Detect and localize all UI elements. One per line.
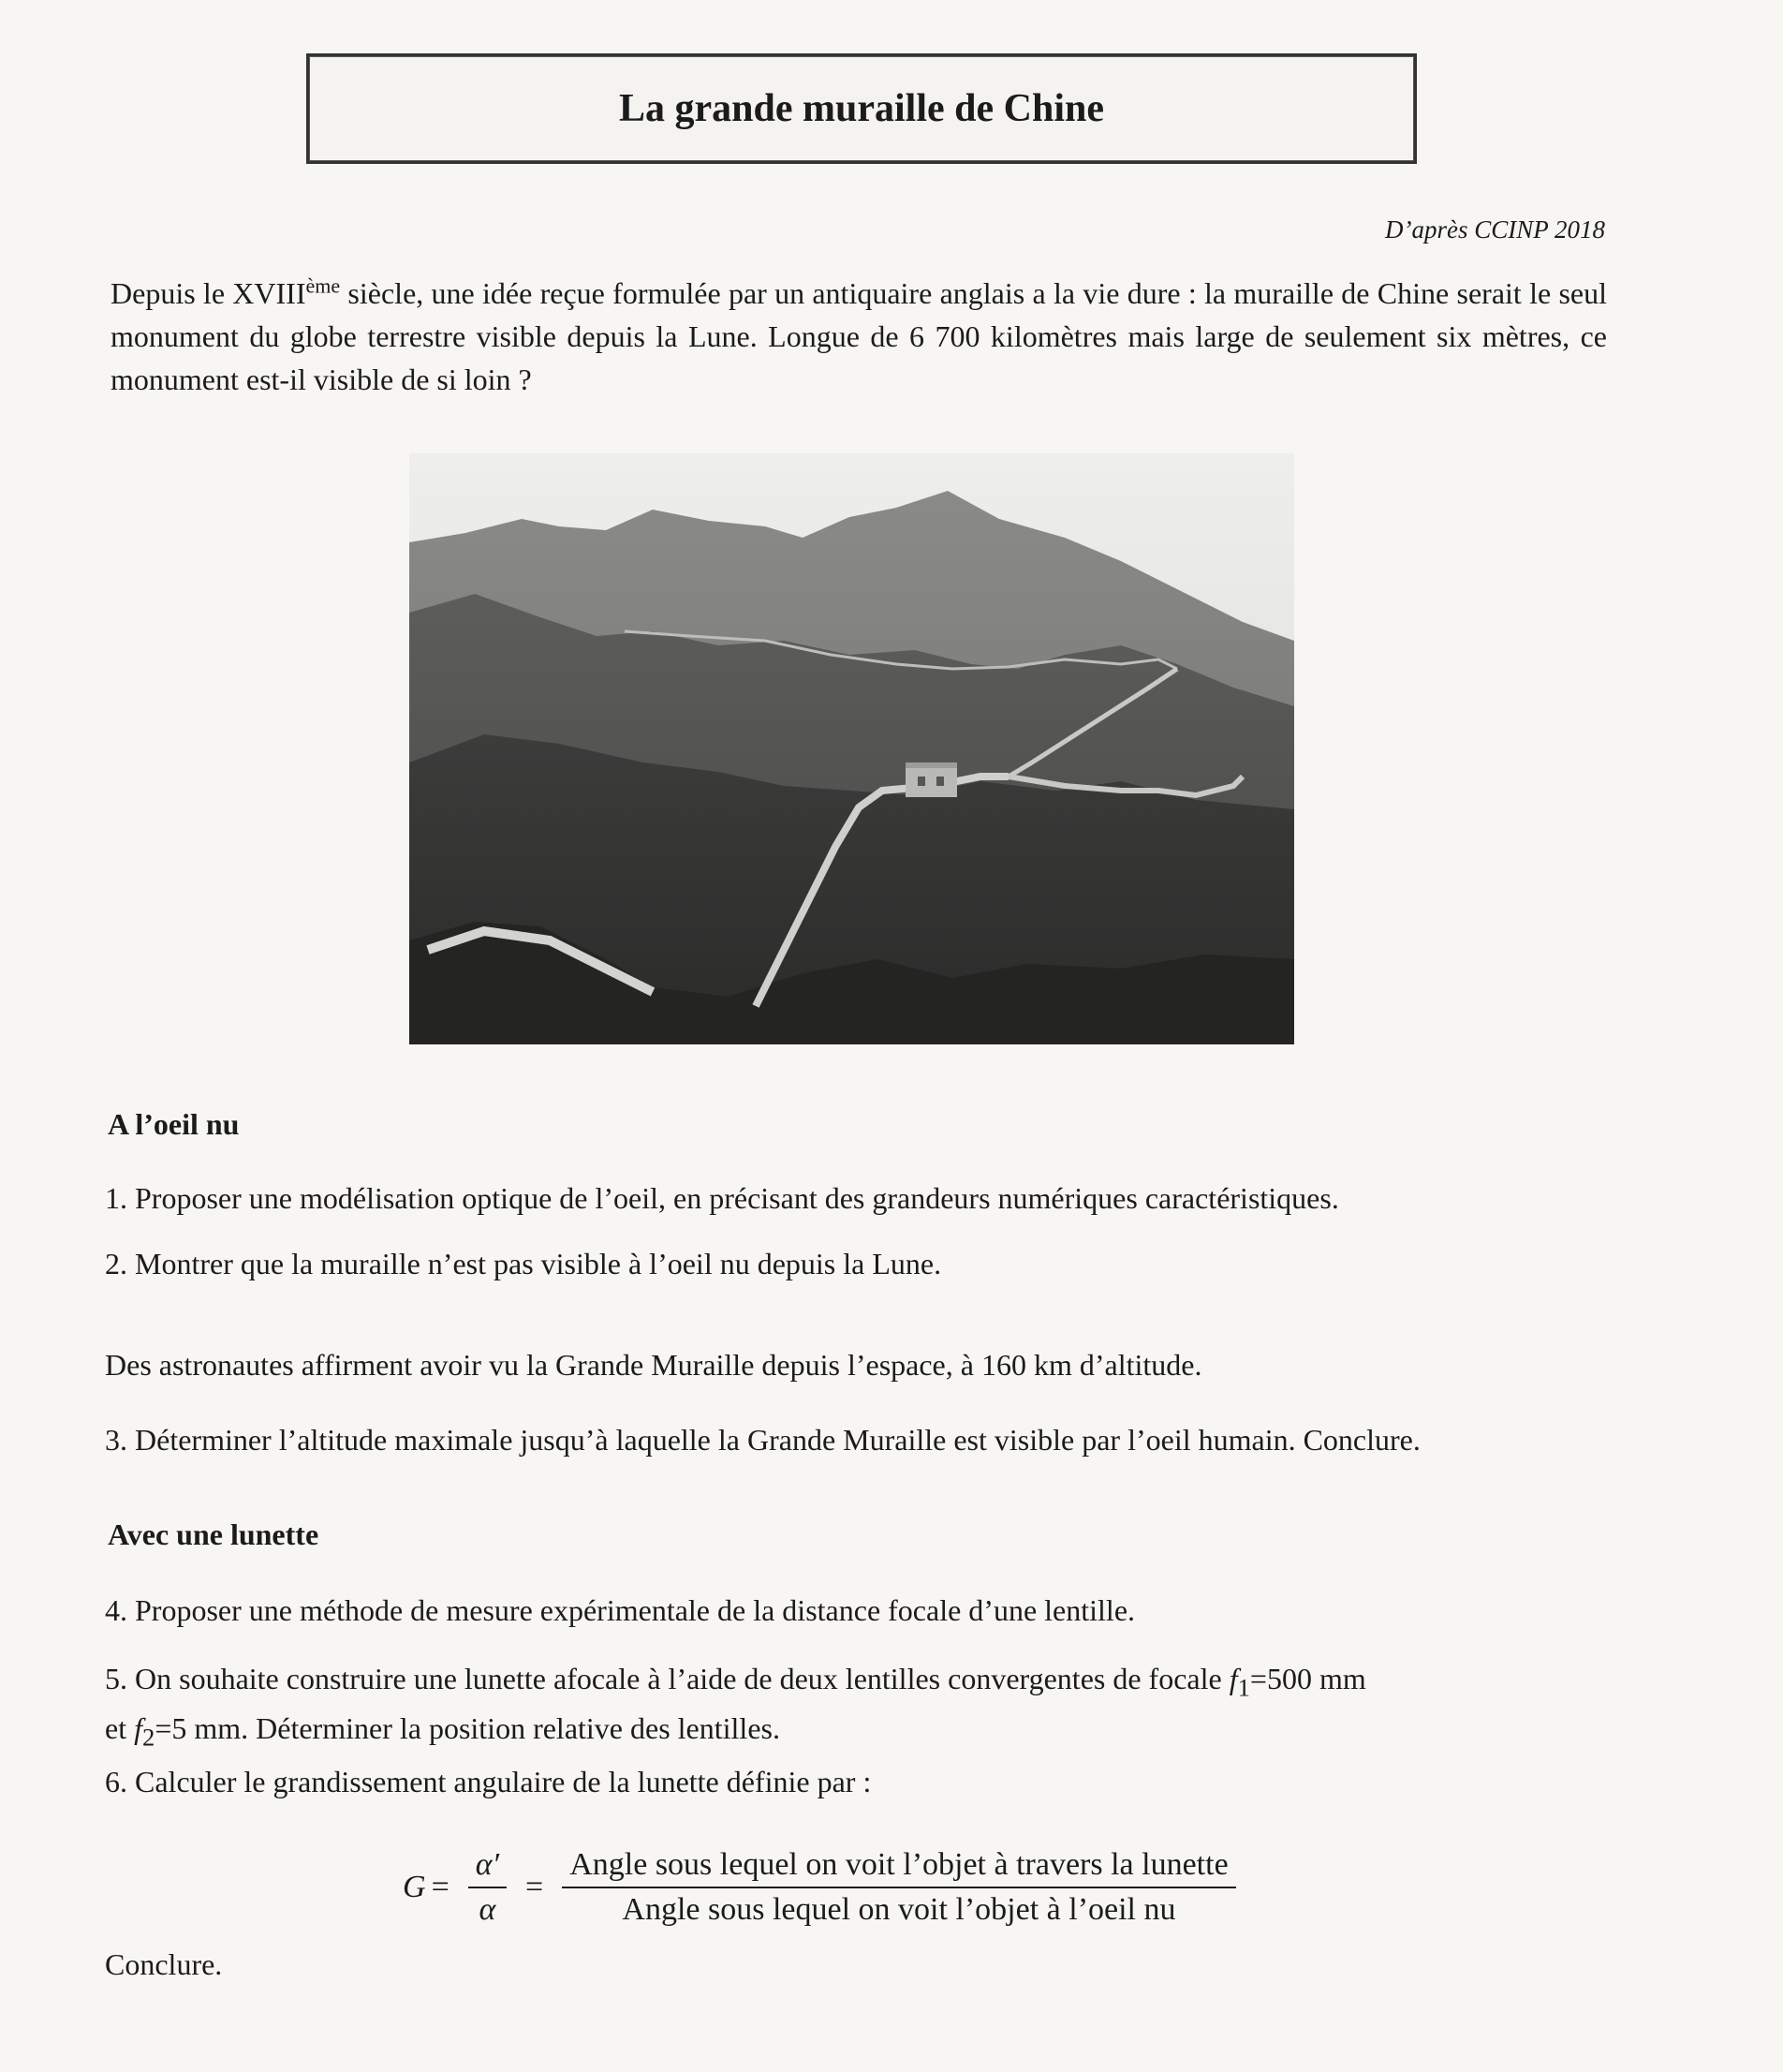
intro-part1: Depuis le XVIII — [111, 276, 306, 310]
title-box — [306, 53, 1417, 164]
question-5 — [105, 1658, 1622, 1758]
definition-fraction — [562, 1843, 1235, 1931]
f1-symbol: f — [1229, 1662, 1238, 1695]
f2-value: =5 mm. Déterminer la position relative des lentilles. — [155, 1711, 780, 1746]
f2-symbol: f — [134, 1711, 142, 1746]
alpha: α — [479, 1892, 496, 1927]
source-note: D’après CCINP 2018 — [1384, 215, 1605, 244]
formula-numerator: Angle sous lequel on voit l’objet à travers la lunette — [562, 1843, 1235, 1888]
f2-subscript: 2 — [141, 1723, 155, 1752]
great-wall-photo — [409, 453, 1294, 1044]
equals-sign-2: = — [525, 1870, 544, 1904]
question-2: 2. Montrer que la muraille n’est pas visible à l’oeil nu depuis la Lune. — [105, 1247, 942, 1280]
alpha-fraction — [468, 1843, 507, 1931]
question-5-text: 5. On souhaite construire une lunette afocale à l’aide de deux lentilles convergentes de focale — [105, 1662, 1230, 1695]
intro-superscript: ème — [305, 274, 341, 298]
question-4: 4. Proposer une méthode de mesure expérimentale de la distance focale d’une lentille. — [105, 1593, 1136, 1627]
equals-sign: = — [431, 1870, 449, 1904]
angular-magnification-formula — [403, 1831, 1249, 1944]
formula-lhs: G — [403, 1870, 426, 1904]
section-title-naked-eye: A l’oeil nu — [108, 1107, 240, 1141]
question-6: 6. Calculer le grandissement angulaire de la lunette définie par : — [105, 1765, 872, 1798]
f1-subscript: 1 — [1237, 1673, 1250, 1702]
question-1: 1. Proposer une modélisation optique de l’oeil, en précisant des grandeurs numériques caractéristiques. — [105, 1181, 1339, 1215]
page-title: La grande muraille de Chine — [618, 87, 1104, 130]
question-5-prefix: et — [105, 1711, 135, 1746]
f1-value: =500 mm — [1249, 1662, 1366, 1695]
intro-part2: siècle, une idée reçue formulée par un antiquaire anglais a la vie dure : la muraille de Chine serait le seul monument du globe terrestre visible depuis la Lune. Longue de 6 700 kilomètres mais large de seulement six mètres, ce monument est-il visible de si loin ? — [111, 276, 1608, 396]
formula-denominator: Angle sous lequel on voit l’objet à l’oeil nu — [622, 1892, 1176, 1927]
conclusion: Conclure. — [105, 1947, 223, 1981]
intro-paragraph — [111, 272, 1607, 401]
statement-astronauts: Des astronautes affirment avoir vu la Grande Muraille depuis l’espace, à 160 km d’altitude. — [105, 1348, 1202, 1382]
alpha-prime: α′ — [468, 1843, 507, 1888]
section-title-telescope: Avec une lunette — [108, 1517, 319, 1551]
question-3: 3. Déterminer l’altitude maximale jusqu’à laquelle la Grande Muraille est visible par l’oeil humain. Conclure. — [105, 1423, 1421, 1457]
